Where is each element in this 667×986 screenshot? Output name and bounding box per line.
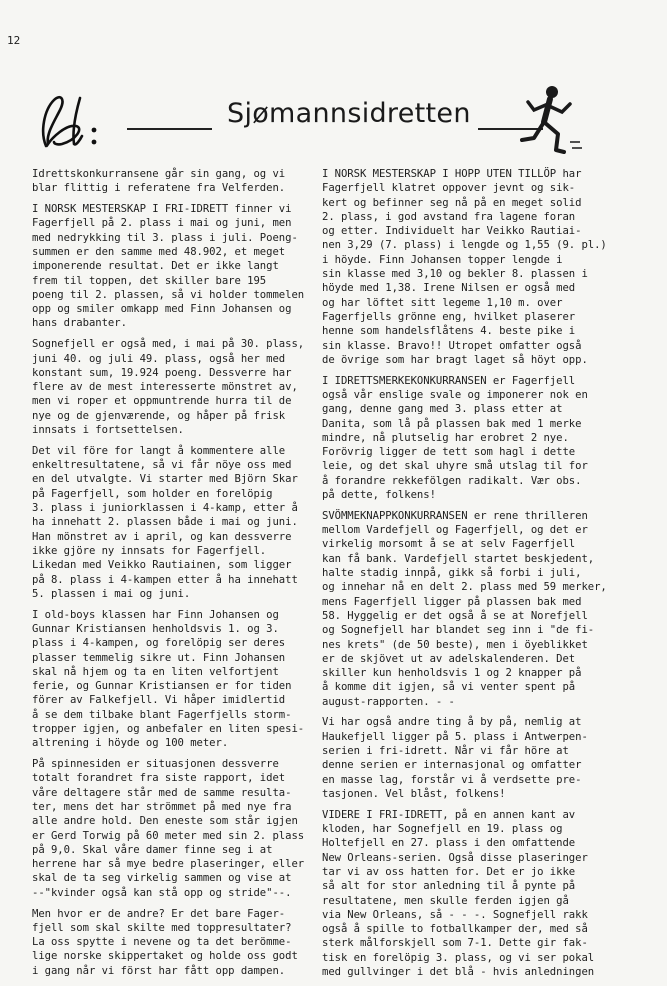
article-paragraph: På spinnesiden er situasjonen dessverre totalt forandret fra siste rapport, idet våre deltagere står med de samme resulta- ter, mens det har strömmet på med nye fra alle andre hold. Den eneste som står igjen er Gerd Torwig på 60 meter med sin 2. plass på 9,0. Skal våre damer finne seg i at herrene har så mye bedre plaseringer, eller skal de ta seg virkelig sammen og vise at --"kvinder også kan stå opp og stride"--.: [32, 758, 305, 899]
article-paragraph: SVÖMMEKNAPPKONKURRANSEN er rene thrilleren mellom Vardefjell og Fagerfjell, og det er virkelig morsomt å se at selv Fagerfjell kan få bank. Vardefjell startet beskjedent, halte stadig innpå, gikk så forbi i juli, og innehar nå en delt 2. plass med 59 merker, mens Fagerfjell ligger på plassen bak med 58. Hyggelig er det også å se at Norefjell og Sognefjell har blandet seg inn i "de fi- nes krets" (de 50 beste), men i öyeblikket er de skjövet ut av adelskalenderen. Det skiller kun henholdsvis 1 og 2 knapper på å komme dit igjen, så vi venter spent på august-rapporten. - -: [322, 509, 607, 708]
title-rule-left: [127, 128, 212, 130]
article-paragraph: Men hvor er de andre? Er det bare Fager- fjell som skal skilte med toppresultater? La oss spytte i nevene og ta det berömme- lige norske skippertaket og holde oss godt i gang når vi först har fått opp dampen.: [32, 907, 298, 977]
article-paragraph: I old-boys klassen har Finn Johansen og Gunnar Kristiansen henholdsvis 1. og 3. plass i 4-kampen, og forelöpig ser deres plasser temmelig sikre ut. Finn Johansen skal nå hjem og ta en liten velfortjent ferie, og Gunnar Kristiansen er for tiden förer av Falkefjell. Vi håper imidlertid å se dem tilbake blant Fagerfjells storm- tropper igjen, og anbefaler en liten spesi- altrening i höyde og 100 meter.: [32, 608, 305, 750]
article-paragraph: I NORSK MESTERSKAP I HOPP UTEN TILLÖP har Fagerfjell klatret oppover jevnt og sik- kert og befinner seg nå på en meget solid 2. plass, i god avstand fra lagene foran og etter. Individuelt har Veikko Rautiai- nen 3,29 (7. plass) i lengde og 1,55 (9. pl.) i höyde. Finn Johansen topper lengde i sin klasse med 3,10 og bekler 8. plassen i höyde med 1,38. Irene Nilsen er også med og har löftet sitt legeme 1,10 m. over Fagerfjells grönne eng, hvilket plaserer henne som handelsflåtens 4. beste pike i sin klasse. Bravo!! Utropet omfatter også de övrige som har bragt laget så höyt opp.: [322, 168, 607, 366]
article-paragraph: Sognefjell er også med, i mai på 30. plass, juni 40. og juli 49. plass, også her med konstant sum, 19.924 poeng. Dessverre har flere av de mest interesserte mönstret av, men vi roper et oppmuntrende hurra til de nye og de gjenværende, og håper på frisk innsats i fortsettelsen.: [32, 338, 305, 437]
article-paragraph: Idrettskonkurransene går sin gang, og vi blar flittig i referatene fra Velferden.: [32, 168, 286, 195]
left-text-column: [32, 167, 312, 985]
article-title: Sjømannsidretten: [227, 98, 471, 129]
article-paragraph: Det vil före for langt å kommentere alle enkeltresultatene, så vi får nöye oss med en del utvalgte. Vi starter med Björn Skar på Fagerfjell, som holder en forelöpig 3. plass i juniorklassen i 4-kamp, etter å ha innehatt 2. plassen både i mai og juni. Han mönstret av i april, og kan dessverre ikke gjöre ny innsats for Fagerfjell. Likedan med Veikko Rautiainen, som ligger på 8. plass i 4-kampen etter å ha innehatt 5. plassen i mai og juni.: [32, 444, 298, 600]
handwritten-signature: [32, 88, 112, 158]
article-paragraph: I IDRETTSMERKEKONKURRANSEN er Fagerfjell også vår enslige svale og imponerer nok en gang, denne gang med 3. plass etter at Danita, som lå på plassen bak med 1 merke mindre, nå plutselig har erobret 2 nye. Forövrig ligger de tett som hagl i dette leie, og det skal uhyre små utslag til for å forandre rekkefölgen radikalt. Vær obs. på dette, folkens!: [322, 374, 588, 502]
page-number: 12: [7, 34, 21, 47]
right-text-column: [322, 167, 622, 986]
article-paragraph: I NORSK MESTERSKAP I FRI-IDRETT finner vi Fagerfjell på 2. plass i mai og juni, men med nedrykking til 3. plass i juli. Poeng- summen er den samme med 48.902, et meget imponerende resultat. Det er ikke langt frem til toppen, det skiller bare 195 poeng til 2. plassen, så vi holder tommelen opp og smiler omkapp med Finn Johansen og hans drabanter.: [32, 203, 305, 330]
runner-illustration-icon: [514, 82, 584, 162]
article-paragraph: VIDERE I FRI-IDRETT, på en annen kant av kloden, har Sognefjell en 19. plass og Holtefjell en 27. plass i den omfattende New Orleans-serien. Også disse plaseringer tar vi av oss hatten for. Det er jo ikke så alt for stor anledning til å pynte på resultatene, men skulle ferden igjen gå via New Orleans, så - - -. Sognefjell rakk også å spille to fotballkamper der, med så sterk målforskjell som 7-1. Dette gir fak- tisk en forelöpig 3. plass, og vi ser pokal med gullvinger i det blå - hvis anledningen: [322, 808, 595, 979]
article-paragraph: Vi har også andre ting å by på, nemlig at Haukefjell ligger på 5. plass i Antwerpen- serien i fri-idrett. Når vi får höre at denne serien er internasjonal og omfatter en masse lag, forstår vi å verdsette pre- tasjonen. Vel blåst, folkens!: [322, 716, 588, 800]
article-header: [30, 82, 650, 167]
